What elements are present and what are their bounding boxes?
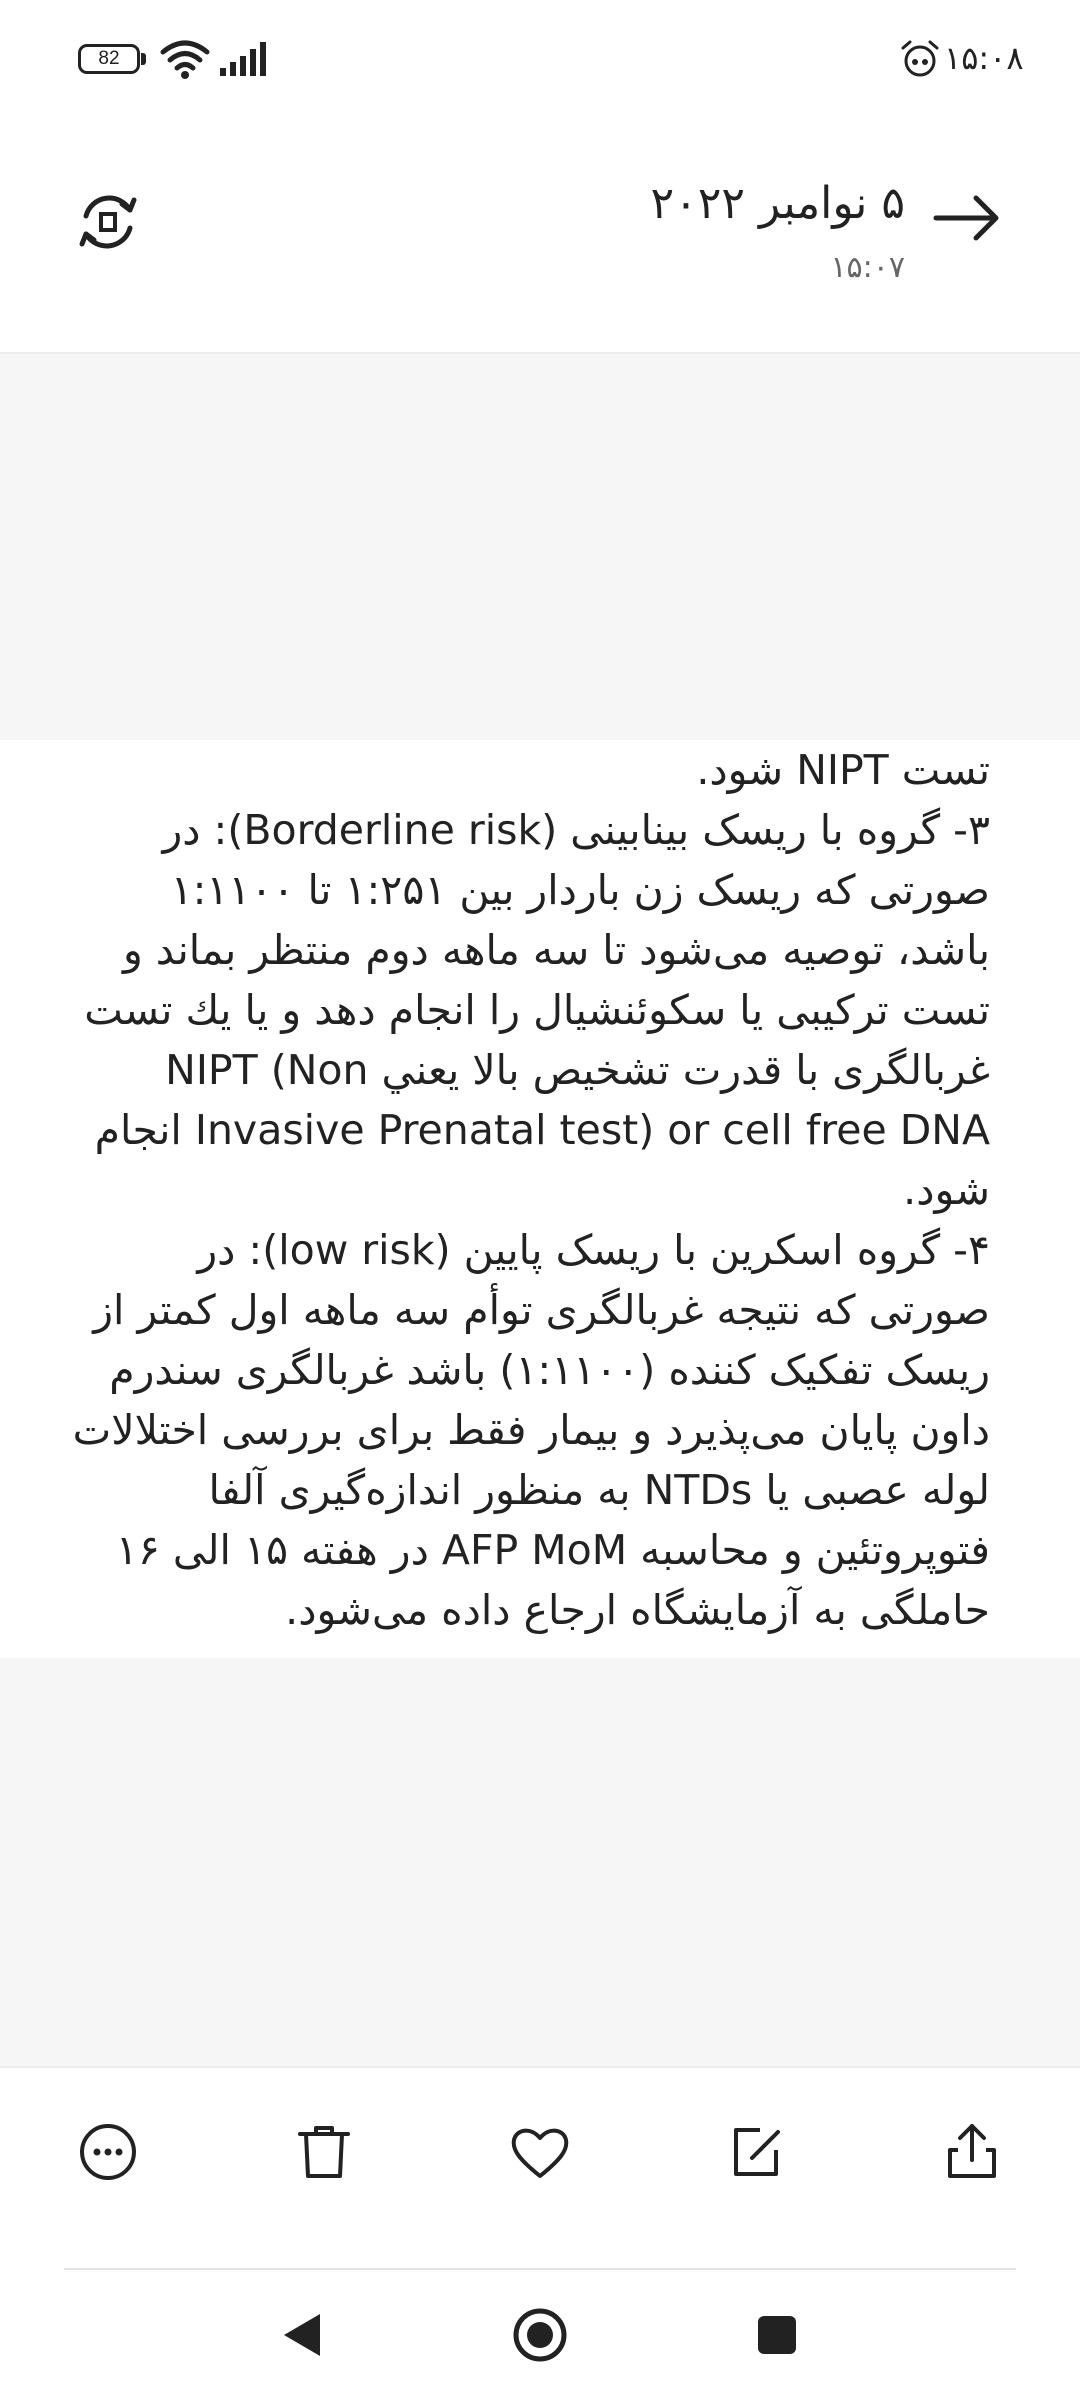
battery-level: 82 bbox=[98, 48, 120, 69]
signal-icon bbox=[218, 42, 268, 76]
note-content-area bbox=[0, 354, 1080, 2068]
wifi-icon bbox=[160, 38, 210, 80]
note-time: ۱۵:۰۷ bbox=[830, 250, 905, 285]
nav-recents-button[interactable] bbox=[742, 2300, 812, 2370]
alarm-icon bbox=[900, 40, 940, 78]
note-text: تست NIPT شود. ۳- گروه با ریسک بینابینی (Borderline risk): در صورتی که ریسک زن باردار بین ۱:۲۵۱ تا ۱:۱۱۰۰ باشد، توصیه می‌شود تا سه ماهه دوم منتظر بماند و تست ترکیبی یا سکوئنشیال را انجام دهد و یا یك تست غربالگری با قدرت تشخیص بالا یعني NIPT (Non Invasive Prenatal test) or cell free DNA انجام شود. ۴- گروه اسکرین با ریسک پایین (low risk): در صورتی که نتیجه غربالگری توأم سه ماهه اول کمتر از ریسک تفکیک کننده (۱:۱۱۰۰) باشد غربالگری سندرم داون پایان می‌پذیرد و بیمار فقط برای بررسی اختلالات لوله عصبی یا NTDs به منظور اندازه‌گیری آلفا فتوپروتئین و محاسبه AFP MoM در هفته ۱۵ الی ۱۶ حاملگی به آزمایشگاه ارجاع داده می‌شود. bbox=[72, 746, 990, 1634]
favorite-button[interactable] bbox=[500, 2112, 580, 2192]
nav-back-button[interactable] bbox=[268, 2300, 338, 2370]
edit-button[interactable] bbox=[716, 2112, 796, 2192]
share-button[interactable] bbox=[932, 2112, 1012, 2192]
nav-home-button[interactable] bbox=[505, 2300, 575, 2370]
status-bar bbox=[0, 0, 1080, 110]
clock: ۱۵:۰۸ bbox=[944, 39, 1024, 77]
restore-button[interactable] bbox=[72, 186, 144, 258]
back-arrow-button[interactable] bbox=[930, 188, 1006, 248]
battery-tip bbox=[141, 53, 146, 65]
delete-button[interactable] bbox=[284, 2112, 364, 2192]
more-options-button[interactable] bbox=[68, 2112, 148, 2192]
note-image bbox=[0, 740, 1080, 1658]
note-date-title: ۵ نوامبر ۲۰۲۲ bbox=[650, 178, 905, 229]
battery-icon bbox=[78, 44, 140, 74]
note-header bbox=[0, 110, 1080, 354]
